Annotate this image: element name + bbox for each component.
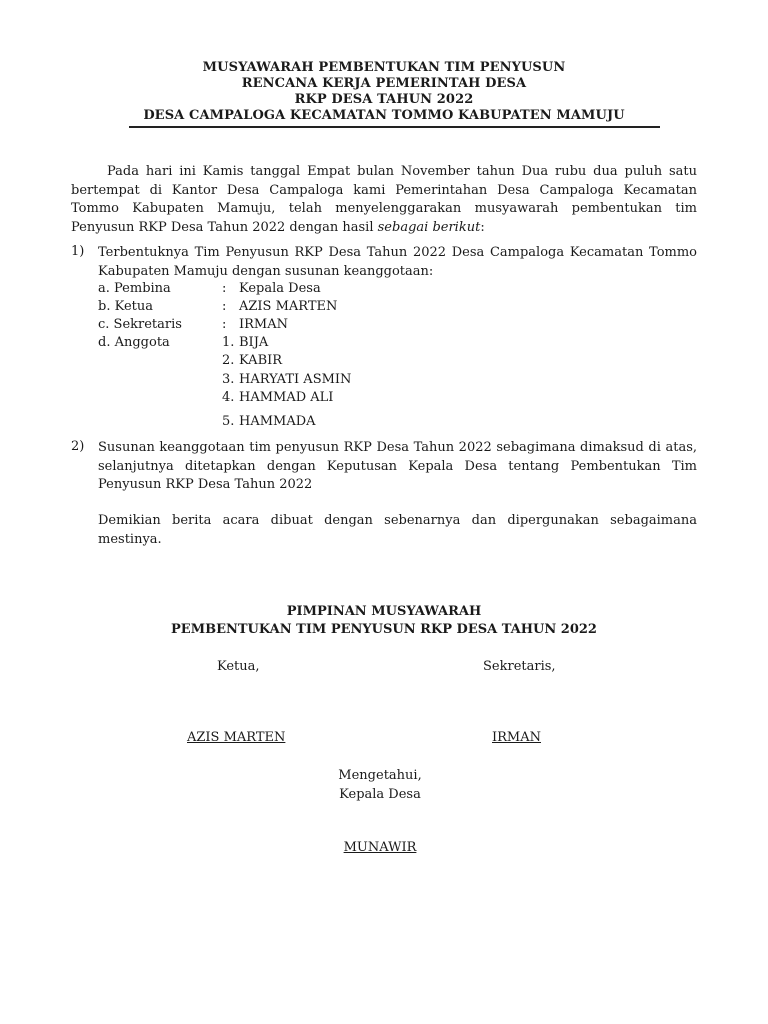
intro-paragraph xyxy=(71,163,697,237)
intro-colon: : xyxy=(480,219,485,235)
kepala-desa-signature xyxy=(270,838,490,857)
intro-text: Pada hari ini Kamis tanggal Empat bulan November tahun Dua rubu dua puluh satu bertempat di Kantor Desa Campaloga kami Pemerintahan Desa Campaloga Kecamatan Tommo Kabupaten Mamuju, telah menyelenggarakan musyawarah pembentukan tim Penyusun RKP Desa Tahun 2022 dengan hasil xyxy=(71,164,697,235)
anggota-name: BIJA xyxy=(239,335,269,350)
header-line-4: DESA CAMPALOGA KECAMATAN TOMMO KABUPATEN MAMUJU xyxy=(143,108,625,123)
anggota-index: 2. xyxy=(222,353,235,368)
item-1-text: Terbentuknya Tim Penyusun RKP Desa Tahun 2022 Desa Campaloga Kecamatan Tommo Kabupaten Mamuju dengan susunan keanggotaan: xyxy=(98,245,697,279)
header-line-2: RENCANA KERJA PEMERINTAH DESA xyxy=(241,76,527,91)
colon-ketua: : xyxy=(222,299,227,314)
value-ketua: AZIS MARTEN xyxy=(239,299,338,314)
anggota-index: 3. xyxy=(222,372,235,387)
anggota-index: 5. xyxy=(222,414,235,429)
role-sekretaris: c. Sekretaris xyxy=(98,317,182,332)
role-ketua: b. Ketua xyxy=(98,299,153,314)
kepala-desa-label: Kepala Desa xyxy=(339,787,421,802)
colon-pembina: : xyxy=(222,281,227,296)
anggota-name: HARYATI ASMIN xyxy=(239,372,352,387)
colon-sekretaris: : xyxy=(222,317,227,332)
mengetahui-label: Mengetahui, xyxy=(338,768,422,783)
item-2-number: 2) xyxy=(71,439,85,454)
sekretaris-label: Sekretaris, xyxy=(483,659,556,674)
intro-italic: sebagai berikut xyxy=(377,219,481,235)
document-header xyxy=(70,60,698,124)
anggota-name: KABIR xyxy=(239,353,283,368)
item-1-number: 1) xyxy=(71,244,85,259)
closing-paragraph: Demikian berita acara dibuat dengan sebenarnya dan dipergunakan sebagaimana mestinya. xyxy=(98,513,697,547)
sekretaris-signature-name: IRMAN xyxy=(492,730,541,745)
kepala-desa-name: MUNAWIR xyxy=(343,840,417,855)
anggota-name: HAMMADA xyxy=(239,414,316,429)
anggota-index: 4. xyxy=(222,390,235,405)
header-rule xyxy=(129,126,660,128)
item-2-text: Susunan keanggotaan tim penyusun RKP Desa Tahun 2022 sebagimana dimaksud di atas, selanjutnya ditetapkan dengan Keputusan Kepala Desa tentang Pembentukan Tim Penyusun RKP Desa Tahun 2022 xyxy=(98,440,697,492)
signature-heading-2: PEMBENTUKAN TIM PENYUSUN RKP DESA TAHUN 2022 xyxy=(171,622,597,637)
header-line-3: RKP DESA TAHUN 2022 xyxy=(294,92,474,107)
ketua-signature-name: AZIS MARTEN xyxy=(187,730,286,745)
header-line-1: MUSYAWARAH PEMBENTUKAN TIM PENYUSUN xyxy=(202,60,566,75)
anggota-name: HAMMAD ALI xyxy=(239,390,334,405)
role-pembina: a. Pembina xyxy=(98,281,171,296)
value-pembina: Kepala Desa xyxy=(239,281,321,296)
ketua-label: Ketua, xyxy=(217,659,260,674)
value-sekretaris: IRMAN xyxy=(239,317,288,332)
anggota-index: 1. xyxy=(222,335,235,350)
role-anggota: d. Anggota xyxy=(98,335,170,350)
signature-heading-1: PIMPINAN MUSYAWARAH xyxy=(286,604,482,619)
